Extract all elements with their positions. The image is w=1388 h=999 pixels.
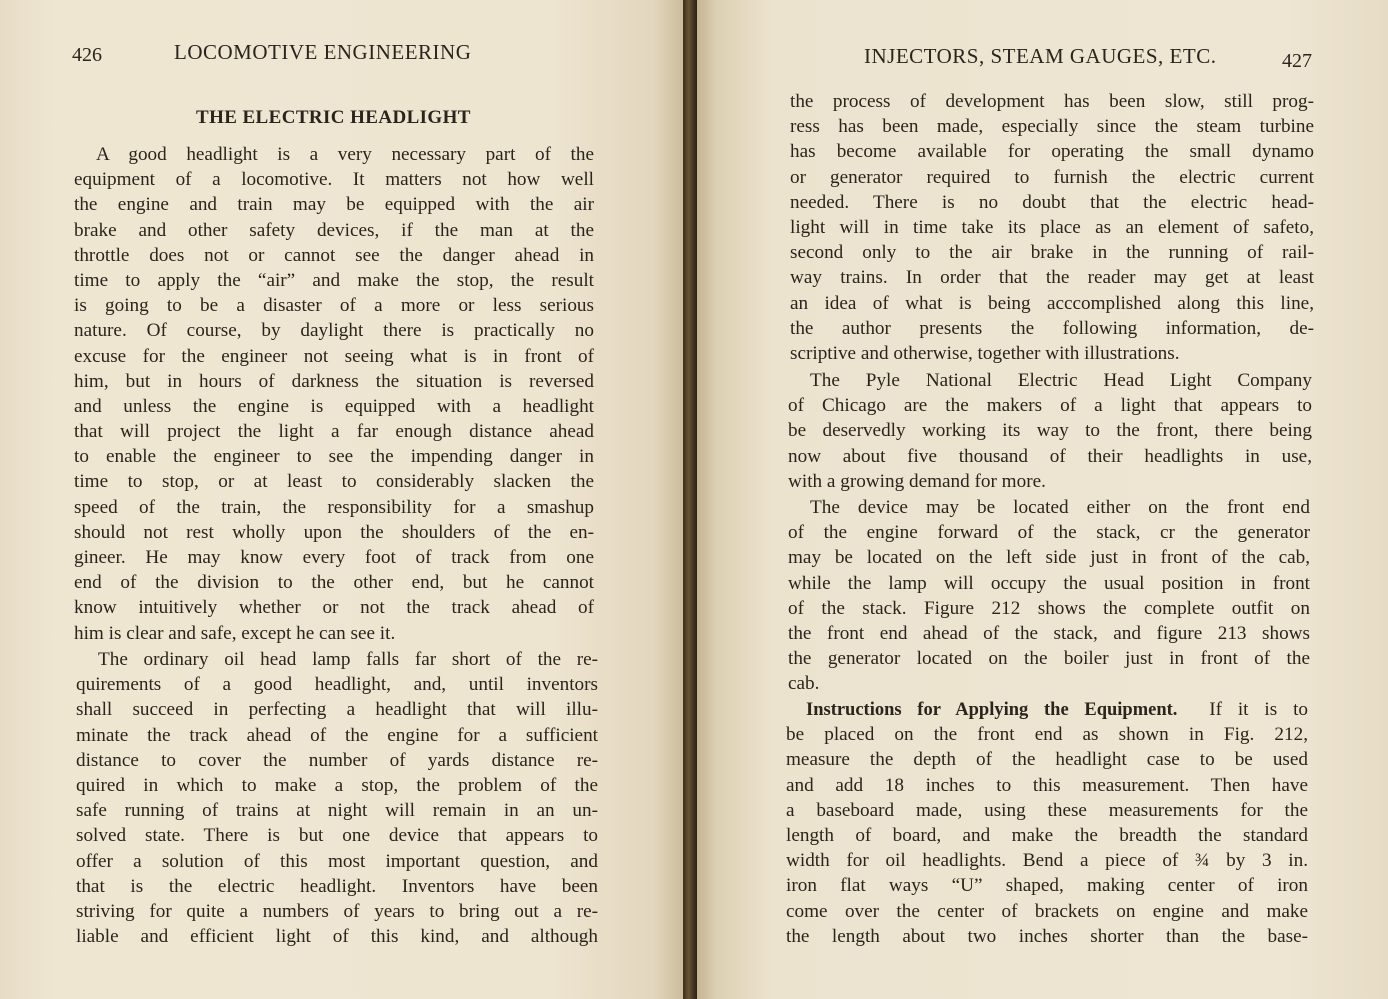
text-line: striving for quite a numbers of years to bring out a re- bbox=[76, 900, 598, 922]
right-page bbox=[688, 0, 1388, 999]
text-line: be placed on the front end as shown in Fig. 212, bbox=[786, 724, 1308, 746]
text-line: light will in time take its place as an element of safeto, bbox=[790, 216, 1314, 238]
left-running-head: LOCOMOTIVE ENGINEERING bbox=[174, 40, 472, 64]
text-line: has become available for operating the small dynamo bbox=[790, 141, 1314, 163]
section-heading: THE ELECTRIC HEADLIGHT bbox=[196, 107, 471, 128]
text-line: come over the center of brackets on engine and make bbox=[786, 900, 1308, 922]
text-line: the process of development has been slow, still prog- bbox=[790, 91, 1314, 112]
text-line: speed of the train, the responsibility for a smashup bbox=[74, 496, 594, 518]
text-line: solved state. There is but one device that appears to bbox=[76, 825, 598, 847]
left-page bbox=[0, 0, 688, 999]
text-line: the front end ahead of the stack, and figure 213 shows bbox=[788, 622, 1310, 644]
text-line: gineer. He may know every foot of track from one bbox=[74, 547, 594, 568]
text-line: with a growing demand for more. bbox=[788, 470, 1046, 492]
right-paragraph-4 bbox=[786, 697, 1308, 949]
text-line: that will project the light a far enough distance ahead bbox=[74, 421, 594, 443]
instructions-first-line-rest: If it is to bbox=[1209, 699, 1308, 720]
text-line: minate the track ahead of the engine for a sufficient bbox=[76, 724, 598, 746]
text-line: nature. Of course, by daylight there is practically no bbox=[74, 320, 594, 342]
text-line: be deservedly working its way to the front, there being bbox=[788, 420, 1312, 442]
text-line: brake and other safety devices, if the man at the bbox=[74, 219, 594, 241]
text-line: or generator required to furnish the electric current bbox=[790, 166, 1314, 188]
text-line: and add 18 inches to this measurement. Then have bbox=[786, 774, 1308, 796]
text-line: time to apply the “air” and make the stop, the result bbox=[74, 269, 594, 291]
text-line: distance to cover the number of yards distance re- bbox=[76, 749, 598, 771]
text-line: offer a solution of this most important question, and bbox=[76, 850, 598, 872]
text-line: of Chicago are the makers of a light that appears to bbox=[788, 395, 1312, 417]
right-paragraph-2 bbox=[788, 368, 1312, 494]
text-line: time to stop, or at least to considerably slacken the bbox=[74, 471, 594, 493]
instructions-body bbox=[786, 722, 1308, 949]
text-line: way trains. In order that the reader may get at least bbox=[790, 267, 1314, 289]
instructions-title: Instructions for Applying the Equipment. bbox=[806, 700, 1178, 720]
text-line: width for oil headlights. Bend a piece of ¾ by 3 in. bbox=[786, 850, 1308, 872]
text-line: equipment of a locomotive. It matters not how well bbox=[74, 169, 594, 191]
right-paragraph-1 bbox=[790, 89, 1314, 366]
text-line: is going to be a disaster of a more or less serious bbox=[74, 295, 594, 317]
text-line: to enable the engineer to see the impending danger in bbox=[74, 446, 594, 468]
text-line: that is the electric headlight. Inventors have been bbox=[76, 875, 598, 897]
right-paragraph-3 bbox=[788, 495, 1310, 697]
text-line: cab. bbox=[788, 673, 820, 695]
text-line: quired in which to make a stop, the problem of the bbox=[76, 774, 598, 796]
text-line: length of board, and make the breadth the standard bbox=[786, 824, 1308, 846]
text-line: the generator located on the boiler just in front of the bbox=[788, 648, 1310, 670]
text-line: know intuitively whether or not the track ahead of bbox=[74, 597, 594, 619]
text-line: The Pyle National Electric Head Light Company bbox=[810, 370, 1312, 391]
text-line: The ordinary oil head lamp falls far short of the re- bbox=[98, 649, 598, 670]
text-line: an idea of what is being acccomplished along this line, bbox=[790, 292, 1314, 314]
text-line: the engine and train may be equipped with the air bbox=[74, 194, 594, 216]
text-line: while the lamp will occupy the usual position in front bbox=[788, 572, 1310, 594]
text-line: needed. There is no doubt that the electric head- bbox=[790, 191, 1314, 213]
text-line: measure the depth of the headlight case to be used bbox=[786, 749, 1308, 771]
book-gutter bbox=[683, 0, 697, 999]
right-page-number: 427 bbox=[1282, 50, 1312, 72]
left-page-number: 426 bbox=[72, 44, 102, 66]
text-line: should not rest wholly upon the shoulders of the en- bbox=[74, 521, 594, 543]
text-line: excuse for the engineer not seeing what is in front of bbox=[74, 345, 594, 367]
text-line: of the stack. Figure 212 shows the complete outfit on bbox=[788, 597, 1310, 619]
text-line: the author presents the following information, de- bbox=[790, 317, 1314, 339]
text-line: safe running of trains at night will remain in an un- bbox=[76, 800, 598, 822]
text-line: a baseboard made, using these measurements for the bbox=[786, 799, 1308, 821]
text-line: now about five thousand of their headlights in use, bbox=[788, 445, 1312, 467]
text-line: scriptive and otherwise, together with illustrations. bbox=[790, 342, 1180, 364]
text-line: second only to the air brake in the running of rail- bbox=[790, 242, 1314, 264]
text-line: may be located on the left side just in front of the cab, bbox=[788, 547, 1310, 569]
text-line: A good headlight is a very necessary part of the bbox=[96, 144, 594, 165]
text-line: ress has been made, especially since the steam turbine bbox=[790, 116, 1314, 138]
right-running-head: INJECTORS, STEAM GAUGES, ETC. bbox=[864, 44, 1217, 68]
text-line: him is clear and safe, except he can see it. bbox=[74, 622, 396, 644]
text-line: quirements of a good headlight, and, until inventors bbox=[76, 674, 598, 696]
text-line: iron flat ways “U” shaped, making center of iron bbox=[786, 875, 1308, 897]
left-paragraph-2 bbox=[76, 647, 598, 949]
text-line: throttle does not or cannot see the danger ahead in bbox=[74, 244, 594, 266]
text-line: of the engine forward of the stack, cr the generator bbox=[788, 522, 1310, 544]
instructions-first-line bbox=[786, 697, 1308, 722]
left-paragraph-1 bbox=[74, 142, 594, 646]
text-line: him, but in hours of darkness the situation is reversed bbox=[74, 370, 594, 392]
text-line: liable and efficient light of this kind, and although bbox=[76, 926, 598, 948]
text-line: The device may be located either on the front end bbox=[810, 497, 1310, 518]
text-line: and unless the engine is equipped with a headlight bbox=[74, 395, 594, 417]
text-line: end of the division to the other end, but he cannot bbox=[74, 572, 594, 594]
text-line: the length about two inches shorter than the base- bbox=[786, 925, 1308, 947]
text-line: shall succeed in perfecting a headlight that will illu- bbox=[76, 699, 598, 721]
